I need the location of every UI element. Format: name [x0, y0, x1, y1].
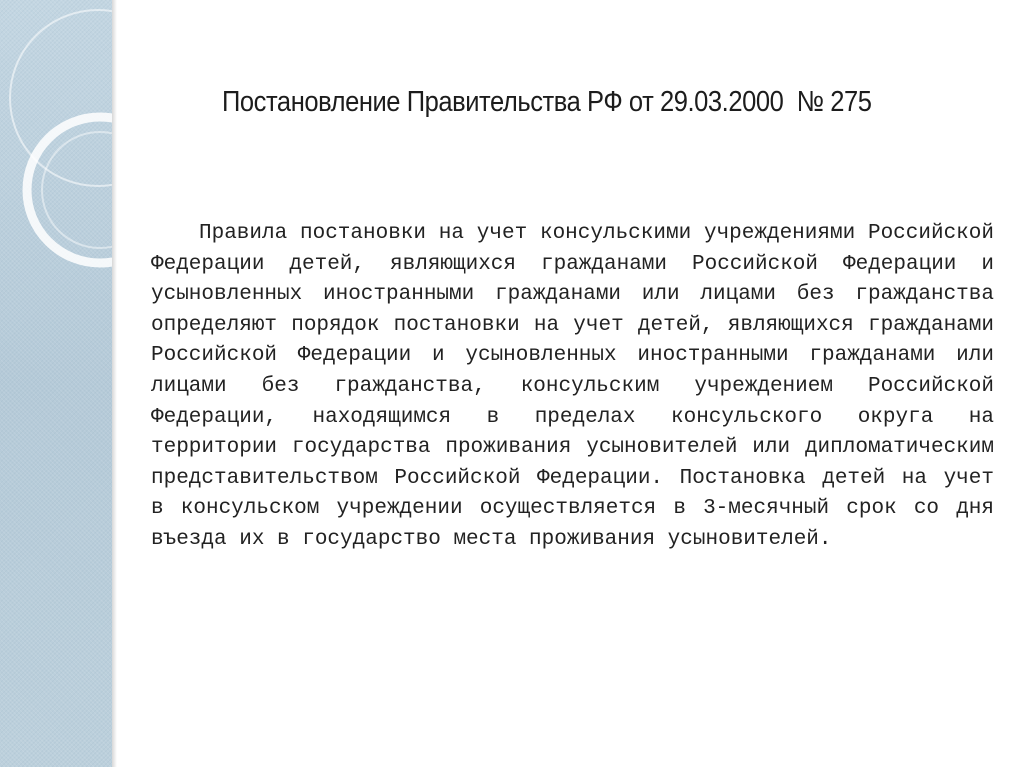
- decorative-rings: [0, 0, 112, 767]
- decorative-sidebar: [0, 0, 112, 767]
- ring-thin-inner: [42, 132, 112, 248]
- slide-body-text: Правила постановки на учет консульскими учреждениями Российской Федерации детей, являющихся гражданами Российской Федерации и усыновленных иностранными гражданами или лицами без гражданства определяют порядок постановки на учет детей, являющихся гражданами Российской Федерации и усыновленных иностранными гражданами или лицами без гражданства, консульским учреждением Российской Федерации, находящимся в пределах консульского округа на территории государства проживания усыновителей или дипломатическим представительством Российской Федерации. Постановка детей на учет в консульском учреждении осуществляется в 3-месячный срок со дня въезда их в государство места проживания усыновителей.: [151, 222, 994, 551]
- sidebar-edge: [112, 0, 117, 767]
- ring-large: [10, 10, 112, 186]
- slide-title: Постановление Правительства РФ от 29.03.2000 № 275: [222, 86, 872, 118]
- ring-thick-outer: [27, 117, 112, 263]
